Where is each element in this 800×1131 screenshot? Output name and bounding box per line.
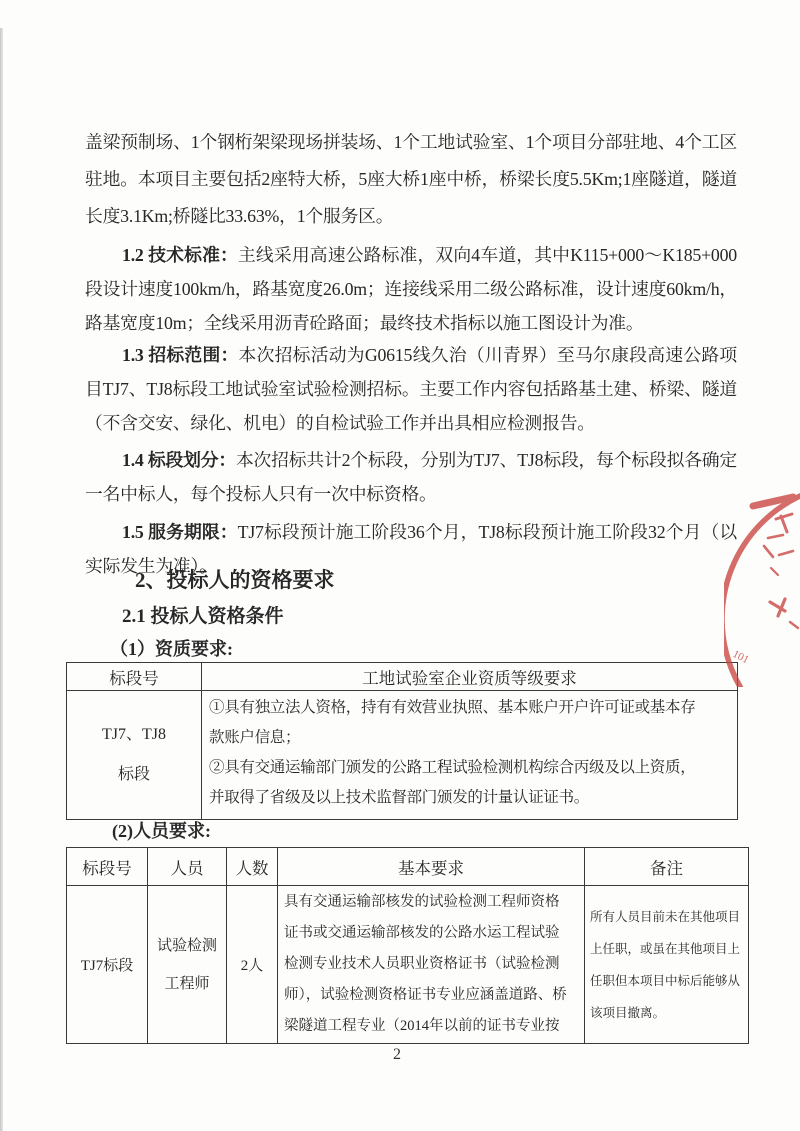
- qualification-table: [66, 662, 738, 820]
- header-section-number: 标段号: [67, 848, 148, 886]
- paragraph-continuation: 盖梁预制场、1个钢桁架梁现场拼装场、1个工地试验室、1个项目分部驻地、4个工区驻地。本项目主要包括2座特大桥，5座大桥1座中桥，桥梁长度5.5Km;1座隧道，隧道长度3.1Km;桥隧比33.63%，1个服务区。: [85, 131, 737, 226]
- page-number: 2: [393, 1046, 401, 1063]
- qualification-table-header-row: [67, 663, 738, 691]
- official-seal: [724, 472, 800, 687]
- section-1-2: [85, 238, 737, 340]
- cell-qualification-requirements: ①具有独立法人资格，持有有效营业执照、基本账户开户许可证或基本存 款账户信息； ②具有交通运输部门颁发的公路工程试验检测机构综合丙级及以上资质， 并取得了省级及以上技术监督部门颁发的计量认证证书。: [202, 691, 738, 820]
- section-1-2-label: 1.2 技术标准：: [122, 244, 238, 265]
- cell-section-number: TJ7、TJ8 标段: [67, 691, 202, 820]
- header-section-number: 标段号: [67, 663, 202, 691]
- section-1-4: [85, 443, 737, 511]
- header-remarks: 备注: [585, 848, 749, 886]
- header-basic-requirements: 基本要求: [278, 848, 585, 886]
- qualification-table-row: [67, 691, 738, 820]
- cell-section-number: TJ7标段: [67, 886, 148, 1044]
- personnel-table-row: [67, 886, 749, 1044]
- personnel-requirements-label: (2)人员要求:: [112, 821, 211, 841]
- section-1-5-label: 1.5 服务期限：: [122, 521, 238, 542]
- scan-edge-shadow: [0, 28, 3, 1131]
- cell-headcount: 2人: [227, 886, 278, 1044]
- cell-basic-requirements: 具有交通运输部核发的试验检测工程师资格 证书或交通运输部核发的公路水运工程试验 检测专业技术人员职业资格证书（试验检测 师），试验检测资格证书专业应涵盖道路、桥 梁隧道工程专业（2014年以前的证书专业按: [278, 886, 585, 1044]
- section-1-4-text: 本次招标共计2个标段，分别为TJ7、TJ8标段，每个标段拟各确定一名中标人，每个投标人只有一次中标资格。: [85, 449, 737, 504]
- section-1-3-text: 本次招标活动为G0615线久治（川青界）至马尔康段高速公路项目TJ7、TJ8标段工地试验室试验检测招标。主要工作内容包括路基土建、桥梁、隧道（不含交安、绿化、机电）的自检试验工作并出具相应检测报告。: [85, 344, 737, 433]
- qualification-requirements-label: （1）资质要求:: [110, 639, 233, 659]
- heading-bidder-qualification: 2、投标人的资格要求: [135, 568, 335, 592]
- section-1-3-label: 1.3 招标范围：: [122, 344, 239, 365]
- header-personnel: 人员: [148, 848, 227, 886]
- header-headcount: 人数: [227, 848, 278, 886]
- section-1-4-label: 1.4 标段划分：: [122, 449, 236, 470]
- section-1-5-text: TJ7标段预计施工阶段36个月，TJ8标段预计施工阶段32个月（以实际发生为准）。: [85, 521, 738, 576]
- section-1-2-text: 主线采用高速公路标准，双向4车道，其中K115+000～K185+000段设计速度100km/h，路基宽度26.0m；连接线采用二级公路标准，设计速度60km/h，路基宽度10m；全线采用沥青砼路面；最终技术指标以施工图设计为准。: [85, 244, 737, 333]
- header-lab-qualification-grade: 工地试验室企业资质等级要求: [202, 663, 738, 691]
- personnel-table-header-row: [67, 848, 749, 886]
- seal-digits: 101: [730, 647, 751, 667]
- heading-qualification-conditions: 2.1 投标人资格条件: [122, 606, 284, 627]
- section-1-3: [85, 338, 737, 440]
- personnel-table: [66, 847, 749, 1044]
- cell-personnel-role: 试验检测 工程师: [148, 886, 227, 1044]
- cell-remarks: 所有人员目前未在其他项目 上任职，或虽在其他项目上 任职但本项目中标后能够从 该项目撤离。: [585, 886, 749, 1044]
